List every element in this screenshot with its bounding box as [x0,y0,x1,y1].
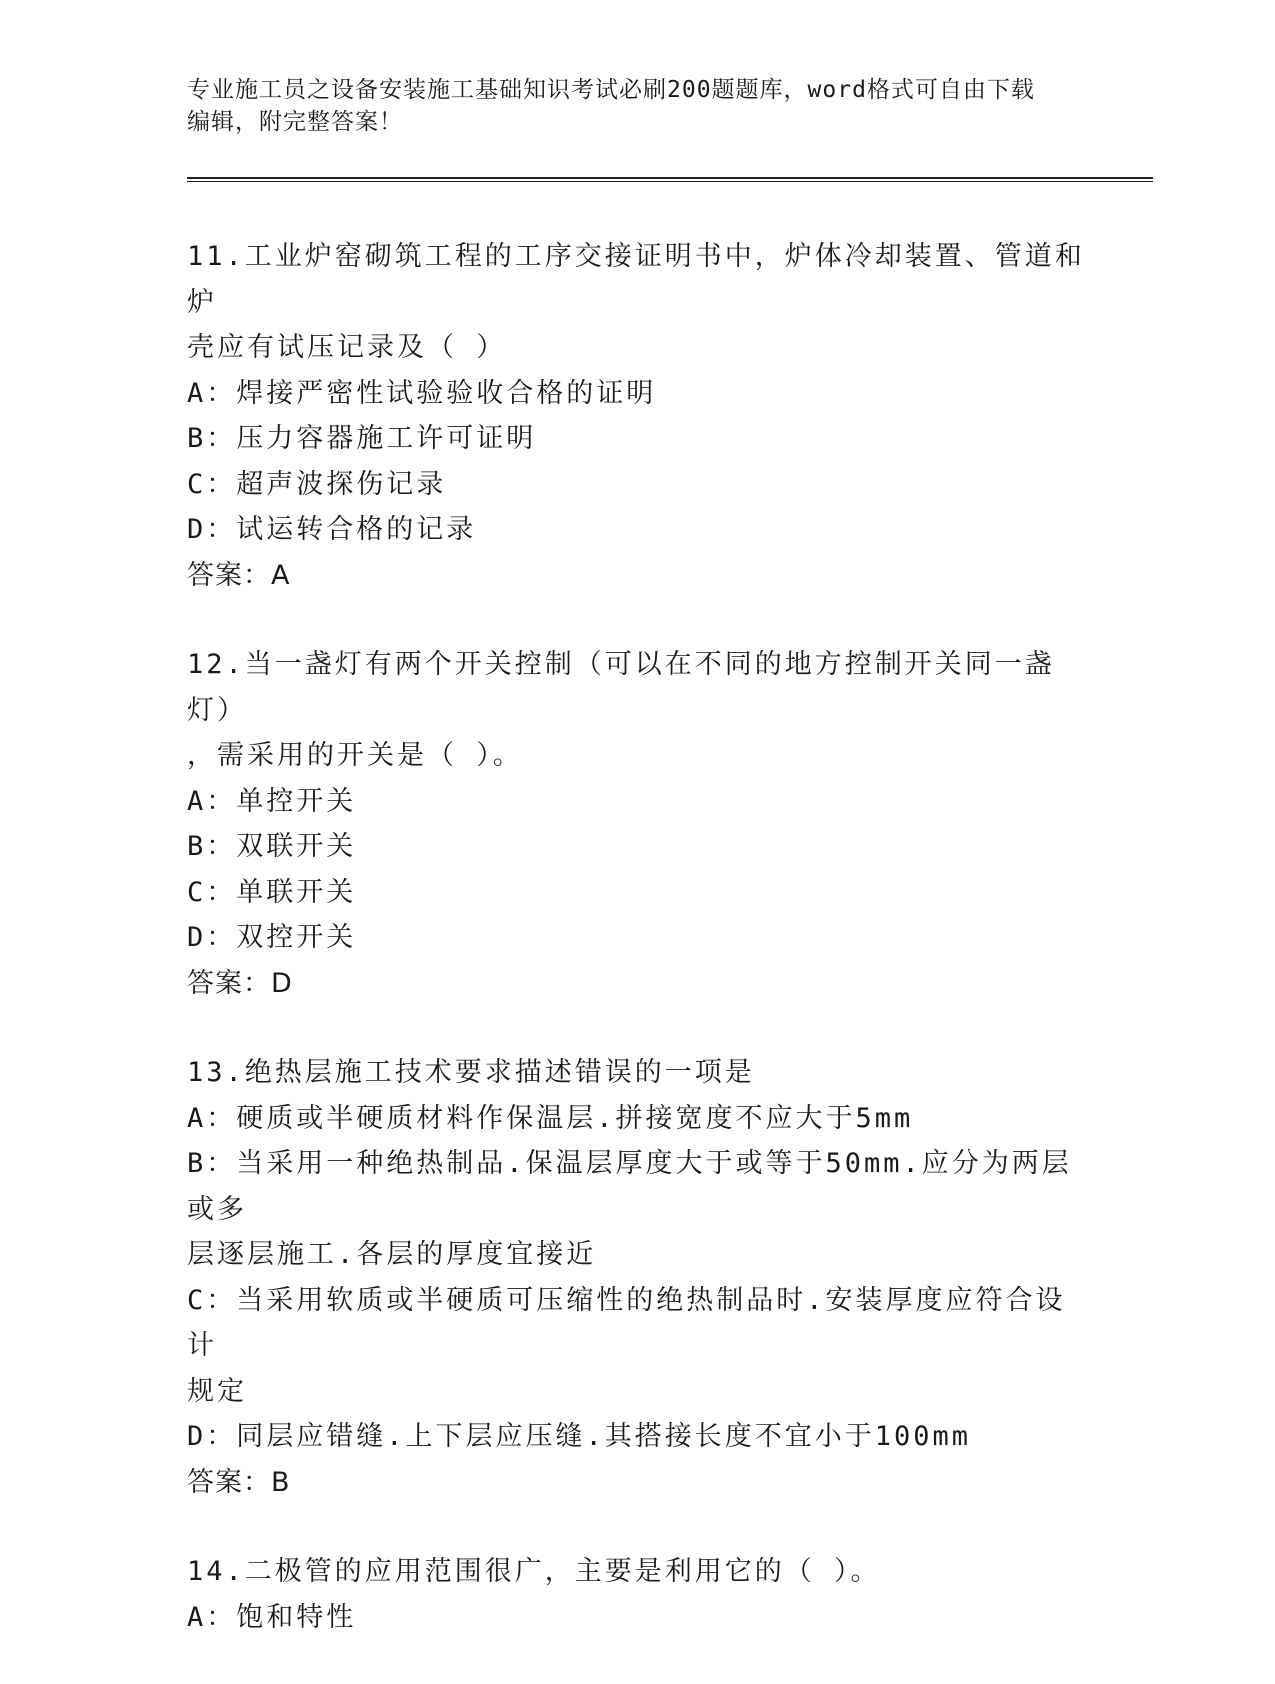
option-b: B：双联开关 [187,831,357,862]
question-stem: 11.工业炉窑砌筑工程的工序交接证明书中，炉体冷却装置、管道和炉 [187,241,1085,318]
document-header [187,74,1087,138]
question-list [187,234,1087,1684]
option-a: A：硬质或半硬质材料作保温层.拼接宽度不应大于5mm [187,1102,914,1134]
question-stem: 13.绝热层施工技术要求描述错误的一项是 [187,1057,755,1088]
header-divider [187,177,1153,182]
option-d: D：双控开关 [187,922,357,953]
answer: 答案：D [187,967,293,999]
answer: 答案：B [187,1466,291,1498]
option-c: C：超声波探伤记录 [187,468,447,500]
option-c: C：单联开关 [187,876,357,908]
question-stem: 14.二极管的应用范围很广，主要是利用它的（ ）。 [187,1556,881,1587]
header-line-2: 编辑，附完整答案！ [187,109,403,135]
question-stem: 12.当一盏灯有两个开关控制（可以在不同的地方控制开关同一盏灯） [187,649,1055,726]
option-a: A：单控开关 [187,785,357,817]
question-item [187,642,1087,1006]
option-b: B：当采用一种绝热制品.保温层厚度大于或等于50mm.应分为两层或多 [187,1148,1072,1225]
option-d: D：试运转合格的记录 [187,514,477,545]
option-a: A：饱和特性 [187,1601,357,1633]
header-line-1: 专业施工员之设备安装施工基础知识考试必刷200题题库，word格式可自由下载 [187,77,1035,103]
question-item [187,234,1087,598]
question-item [187,1549,1087,1640]
option-b: B：压力容器施工许可证明 [187,423,537,454]
option-c-continued: 规定 [187,1375,247,1407]
option-b-continued: 层逐层施工.各层的厚度宜接近 [187,1239,597,1270]
question-stem: 壳应有试压记录及（ ） [187,332,507,363]
option-d: D：同层应错缝.上下层应压缝.其搭接长度不宜小于100mm [187,1421,972,1452]
question-stem: ，需采用的开关是（ ）。 [187,740,523,771]
question-item [187,1050,1087,1505]
option-c: C：当采用软质或半硬质可压缩性的绝热制品时.安装厚度应符合设计 [187,1284,1066,1361]
answer: 答案：A [187,559,291,591]
option-a: A：焊接严密性试验验收合格的证明 [187,377,657,409]
